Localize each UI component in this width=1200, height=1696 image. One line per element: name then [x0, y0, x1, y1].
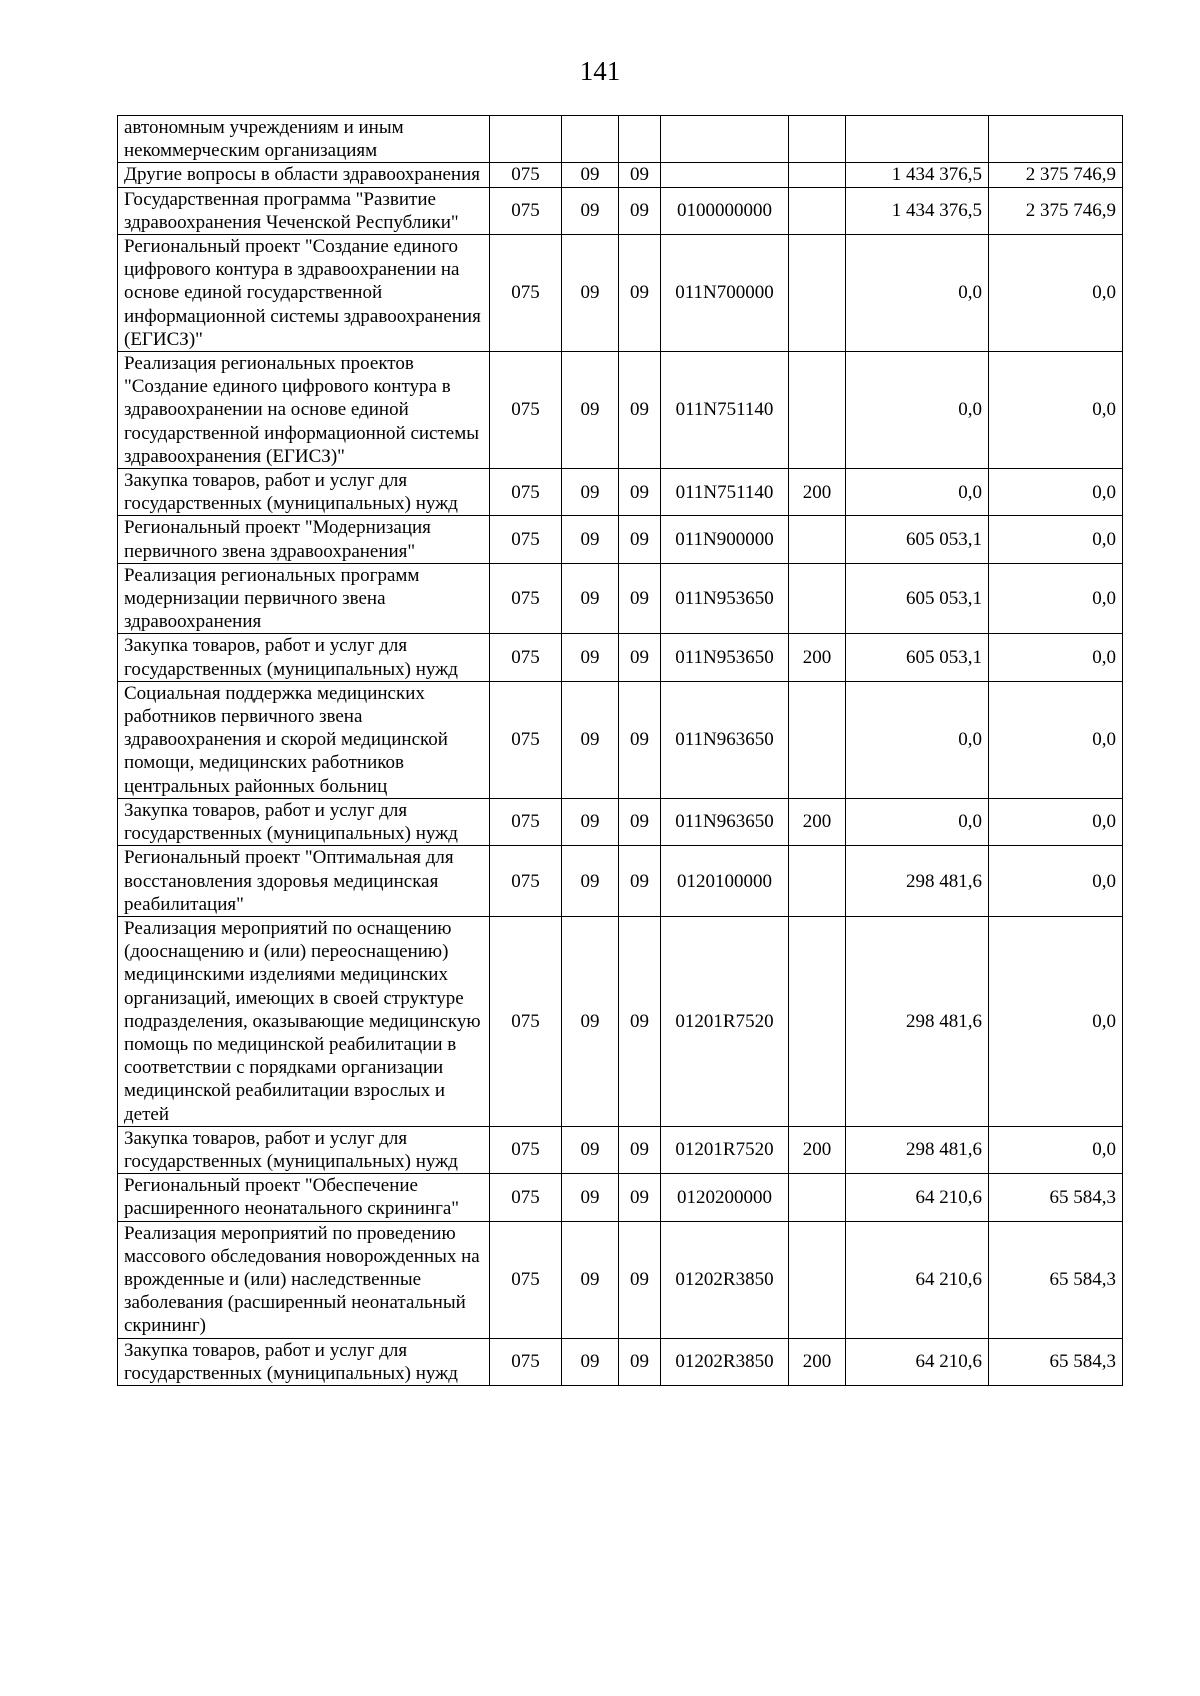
row-name-cell: Реализация региональных проектов "Создание единого цифрового контура в здравоохранении на основе единой государственной информационной системы здравоохранения (ЕГИСЗ)" — [118, 352, 490, 469]
row-name-cell: Государственная программа "Развитие здравоохранения Чеченской Республики" — [118, 187, 490, 234]
row-name-cell: Закупка товаров, работ и услуг для государственных (муниципальных) нужд — [118, 1338, 490, 1385]
table-row — [118, 352, 1123, 469]
row-amount-1-cell: 64 210,6 — [846, 1338, 989, 1385]
row-name-cell: Закупка товаров, работ и услуг для государственных (муниципальных) нужд — [118, 634, 490, 681]
table-row — [118, 187, 1123, 234]
row-amount-1-cell: 298 481,6 — [846, 846, 989, 917]
row-org-code-cell: 075 — [490, 163, 562, 187]
row-section-cell: 09 — [562, 1126, 619, 1173]
row-subsection-cell: 09 — [619, 235, 661, 352]
row-target-article-cell: 011N953650 — [661, 563, 789, 634]
row-org-code-cell: 075 — [490, 1338, 562, 1385]
row-subsection-cell: 09 — [619, 516, 661, 563]
row-expense-type-cell — [789, 516, 846, 563]
row-amount-2-cell: 65 584,3 — [989, 1338, 1123, 1385]
row-amount-1-cell: 0,0 — [846, 469, 989, 516]
budget-table — [117, 115, 1123, 1386]
row-section-cell: 09 — [562, 916, 619, 1126]
row-org-code-cell: 075 — [490, 187, 562, 234]
row-expense-type-cell — [789, 116, 846, 163]
row-section-cell: 09 — [562, 187, 619, 234]
table-row — [118, 116, 1123, 163]
row-target-article-cell: 0120100000 — [661, 846, 789, 917]
row-section-cell: 09 — [562, 516, 619, 563]
row-target-article-cell: 01202R3850 — [661, 1221, 789, 1338]
row-subsection-cell: 09 — [619, 846, 661, 917]
row-section-cell: 09 — [562, 469, 619, 516]
row-subsection-cell: 09 — [619, 798, 661, 845]
row-amount-2-cell — [989, 116, 1123, 163]
row-target-article-cell: 011N700000 — [661, 235, 789, 352]
table-row — [118, 634, 1123, 681]
row-org-code-cell: 075 — [490, 516, 562, 563]
row-section-cell: 09 — [562, 798, 619, 845]
row-section-cell: 09 — [562, 846, 619, 917]
row-amount-2-cell: 0,0 — [989, 563, 1123, 634]
table-row — [118, 563, 1123, 634]
page-number: 141 — [579, 56, 621, 86]
row-amount-2-cell: 0,0 — [989, 916, 1123, 1126]
row-target-article-cell — [661, 163, 789, 187]
row-org-code-cell: 075 — [490, 235, 562, 352]
row-subsection-cell: 09 — [619, 187, 661, 234]
row-amount-2-cell: 0,0 — [989, 352, 1123, 469]
row-section-cell: 09 — [562, 681, 619, 798]
row-org-code-cell: 075 — [490, 469, 562, 516]
row-org-code-cell: 075 — [490, 1126, 562, 1173]
row-expense-type-cell: 200 — [789, 1338, 846, 1385]
row-amount-2-cell: 0,0 — [989, 516, 1123, 563]
row-target-article-cell — [661, 116, 789, 163]
table-row — [118, 1174, 1123, 1221]
row-target-article-cell: 011N900000 — [661, 516, 789, 563]
row-amount-2-cell: 0,0 — [989, 469, 1123, 516]
row-section-cell: 09 — [562, 563, 619, 634]
budget-table-body — [118, 116, 1123, 1386]
row-section-cell: 09 — [562, 1174, 619, 1221]
table-row — [118, 916, 1123, 1126]
row-name-cell: Закупка товаров, работ и услуг для государственных (муниципальных) нужд — [118, 469, 490, 516]
row-amount-2-cell: 0,0 — [989, 1126, 1123, 1173]
row-amount-1-cell: 0,0 — [846, 352, 989, 469]
row-org-code-cell: 075 — [490, 798, 562, 845]
row-org-code-cell — [490, 116, 562, 163]
row-amount-1-cell: 64 210,6 — [846, 1221, 989, 1338]
row-section-cell — [562, 116, 619, 163]
row-expense-type-cell: 200 — [789, 1126, 846, 1173]
row-expense-type-cell — [789, 352, 846, 469]
row-section-cell: 09 — [562, 352, 619, 469]
row-target-article-cell: 011N953650 — [661, 634, 789, 681]
table-row — [118, 163, 1123, 187]
row-expense-type-cell — [789, 916, 846, 1126]
row-amount-2-cell: 0,0 — [989, 798, 1123, 845]
row-expense-type-cell — [789, 235, 846, 352]
row-target-article-cell: 011N751140 — [661, 352, 789, 469]
row-expense-type-cell — [789, 1174, 846, 1221]
row-name-cell: Реализация мероприятий по оснащению (дооснащению и (или) переоснащению) медицинскими изделиями медицинских организаций, имеющих в своей структуре подразделения, оказывающие медицинскую помощь по медицинской реабилитации в соответствии с порядками организации медицинской реабилитации взрослых и детей — [118, 916, 490, 1126]
row-amount-2-cell: 65 584,3 — [989, 1221, 1123, 1338]
table-row — [118, 798, 1123, 845]
row-amount-1-cell: 0,0 — [846, 798, 989, 845]
row-name-cell: Региональный проект "Обеспечение расширенного неонатального скрининга" — [118, 1174, 490, 1221]
table-row — [118, 681, 1123, 798]
row-subsection-cell — [619, 116, 661, 163]
row-subsection-cell: 09 — [619, 681, 661, 798]
row-org-code-cell: 075 — [490, 846, 562, 917]
row-expense-type-cell — [789, 681, 846, 798]
row-amount-2-cell: 2 375 746,9 — [989, 163, 1123, 187]
table-row — [118, 469, 1123, 516]
row-amount-1-cell — [846, 116, 989, 163]
table-row — [118, 516, 1123, 563]
row-amount-1-cell: 1 434 376,5 — [846, 163, 989, 187]
row-subsection-cell: 09 — [619, 916, 661, 1126]
row-expense-type-cell: 200 — [789, 798, 846, 845]
row-section-cell: 09 — [562, 1221, 619, 1338]
row-target-article-cell: 011N963650 — [661, 681, 789, 798]
row-section-cell: 09 — [562, 1338, 619, 1385]
row-target-article-cell: 011N751140 — [661, 469, 789, 516]
row-amount-1-cell: 1 434 376,5 — [846, 187, 989, 234]
row-subsection-cell: 09 — [619, 1174, 661, 1221]
row-target-article-cell: 011N963650 — [661, 798, 789, 845]
table-row — [118, 1126, 1123, 1173]
row-target-article-cell: 0100000000 — [661, 187, 789, 234]
row-amount-2-cell: 2 375 746,9 — [989, 187, 1123, 234]
row-subsection-cell: 09 — [619, 352, 661, 469]
row-expense-type-cell: 200 — [789, 469, 846, 516]
row-expense-type-cell — [789, 1221, 846, 1338]
row-org-code-cell: 075 — [490, 634, 562, 681]
row-name-cell: Региональный проект "Создание единого цифрового контура в здравоохранении на основе единой государственной информационной системы здравоохранения (ЕГИСЗ)" — [118, 235, 490, 352]
row-section-cell: 09 — [562, 235, 619, 352]
row-target-article-cell: 0120200000 — [661, 1174, 789, 1221]
row-name-cell: Закупка товаров, работ и услуг для государственных (муниципальных) нужд — [118, 798, 490, 845]
row-expense-type-cell — [789, 187, 846, 234]
row-name-cell: автономным учреждениям и иным некоммерческим организациям — [118, 116, 490, 163]
row-amount-1-cell: 64 210,6 — [846, 1174, 989, 1221]
row-org-code-cell: 075 — [490, 352, 562, 469]
row-expense-type-cell: 200 — [789, 634, 846, 681]
row-target-article-cell: 01202R3850 — [661, 1338, 789, 1385]
row-org-code-cell: 075 — [490, 1174, 562, 1221]
row-subsection-cell: 09 — [619, 1126, 661, 1173]
row-amount-1-cell: 0,0 — [846, 681, 989, 798]
row-amount-2-cell: 0,0 — [989, 681, 1123, 798]
table-row — [118, 1221, 1123, 1338]
table-row — [118, 846, 1123, 917]
row-section-cell: 09 — [562, 634, 619, 681]
row-amount-1-cell: 298 481,6 — [846, 1126, 989, 1173]
row-amount-2-cell: 65 584,3 — [989, 1174, 1123, 1221]
row-org-code-cell: 075 — [490, 681, 562, 798]
row-name-cell: Закупка товаров, работ и услуг для государственных (муниципальных) нужд — [118, 1126, 490, 1173]
row-target-article-cell: 01201R7520 — [661, 916, 789, 1126]
row-subsection-cell: 09 — [619, 1338, 661, 1385]
row-amount-1-cell: 298 481,6 — [846, 916, 989, 1126]
row-subsection-cell: 09 — [619, 634, 661, 681]
row-org-code-cell: 075 — [490, 916, 562, 1126]
row-section-cell: 09 — [562, 163, 619, 187]
row-target-article-cell: 01201R7520 — [661, 1126, 789, 1173]
table-row — [118, 1338, 1123, 1385]
row-amount-2-cell: 0,0 — [989, 235, 1123, 352]
row-name-cell: Другие вопросы в области здравоохранения — [118, 163, 490, 187]
row-org-code-cell: 075 — [490, 563, 562, 634]
row-subsection-cell: 09 — [619, 563, 661, 634]
row-amount-2-cell: 0,0 — [989, 634, 1123, 681]
row-subsection-cell: 09 — [619, 163, 661, 187]
row-name-cell: Реализация мероприятий по проведению массового обследования новорожденных на врожденные и (или) наследственные заболевания (расширенный неонатальный скрининг) — [118, 1221, 490, 1338]
row-name-cell: Региональный проект "Модернизация первичного звена здравоохранения" — [118, 516, 490, 563]
row-amount-1-cell: 605 053,1 — [846, 516, 989, 563]
row-org-code-cell: 075 — [490, 1221, 562, 1338]
row-expense-type-cell — [789, 846, 846, 917]
row-expense-type-cell — [789, 563, 846, 634]
row-name-cell: Социальная поддержка медицинских работников первичного звена здравоохранения и скорой медицинской помощи, медицинских работников центральных районных больниц — [118, 681, 490, 798]
row-name-cell: Региональный проект "Оптимальная для восстановления здоровья медицинская реабилитация" — [118, 846, 490, 917]
row-amount-2-cell: 0,0 — [989, 846, 1123, 917]
row-subsection-cell: 09 — [619, 1221, 661, 1338]
row-amount-1-cell: 605 053,1 — [846, 634, 989, 681]
table-row — [118, 235, 1123, 352]
row-amount-1-cell: 0,0 — [846, 235, 989, 352]
row-expense-type-cell — [789, 163, 846, 187]
row-amount-1-cell: 605 053,1 — [846, 563, 989, 634]
row-name-cell: Реализация региональных программ модернизации первичного звена здравоохранения — [118, 563, 490, 634]
row-subsection-cell: 09 — [619, 469, 661, 516]
